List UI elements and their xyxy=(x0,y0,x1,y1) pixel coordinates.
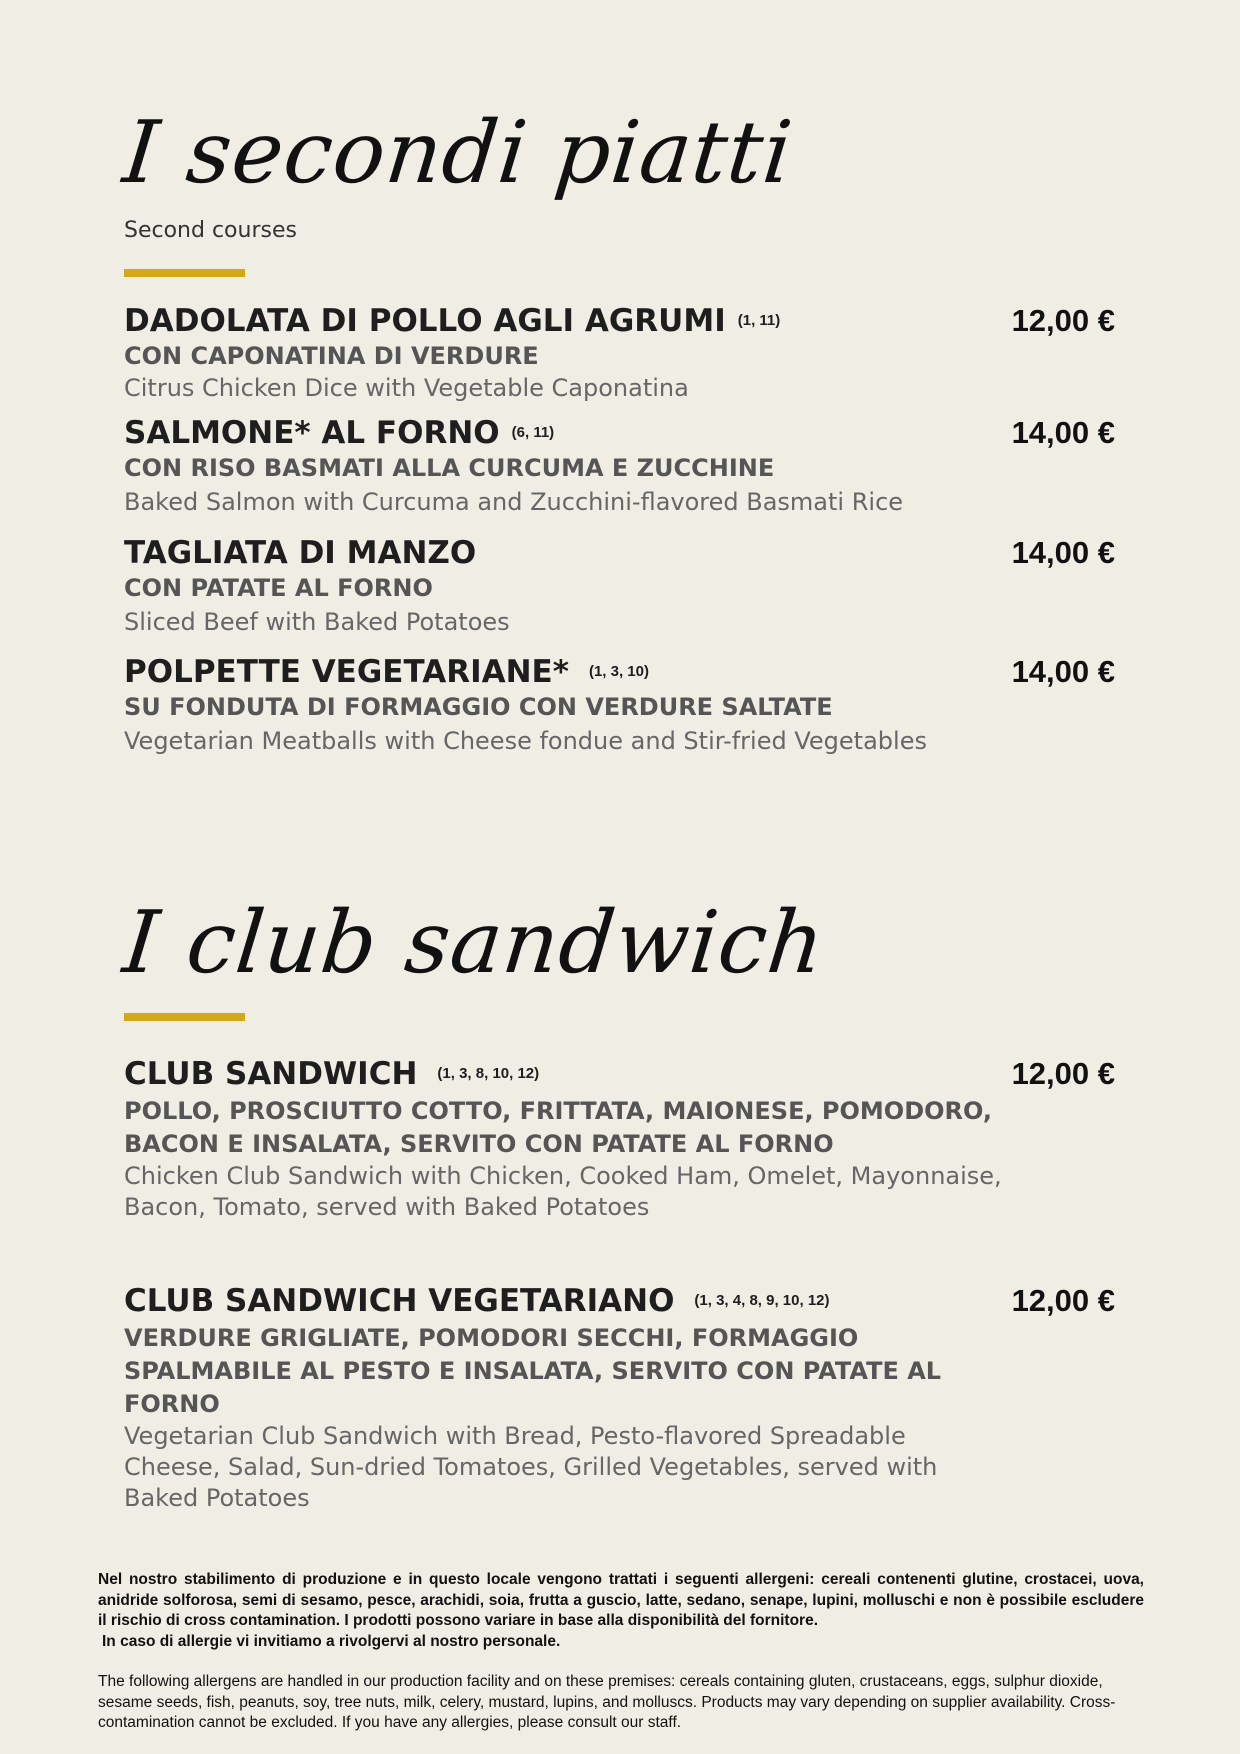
dish-price: 14,00 € xyxy=(1011,415,1115,450)
dish-description-it: POLLO, PROSCIUTTO COTTO, FRITTATA, MAIONESE, POMODORO, BACON E INSALATA, SERVITO CON PATATE AL FORNO xyxy=(124,1097,993,1158)
dish-description-en: Chicken Club Sandwich with Chicken, Cooked Ham, Omelet, Mayonnaise, Bacon, Tomato, served with Baked Potatoes xyxy=(124,1162,1002,1221)
dish-description-en: Baked Salmon with Curcuma and Zucchini-flavored Basmati Rice xyxy=(124,488,904,516)
section-title-club-sandwich: I club sandwich xyxy=(118,893,830,993)
accent-divider xyxy=(124,1013,245,1021)
accent-divider xyxy=(124,269,245,277)
dish-name-line xyxy=(124,1282,1124,1320)
dish-description-en: Vegetarian Meatballs with Cheese fondue and Stir-fried Vegetables xyxy=(124,727,927,755)
section-subtitle-secondi: Second courses xyxy=(124,218,297,243)
dish-description-it: CON CAPONATINA DI VERDURE xyxy=(124,342,539,370)
allergen-notice-it-staff: In caso di allergie vi invitiamo a rivolgervi al nostro personale. xyxy=(102,1632,561,1650)
allergen-notice-it: Nel nostro stabilimento di produzione e in questo locale vengono trattati i seguenti allergeni: cereali contenenti glutine, crostacei, uova, anidride solforosa, semi di sesamo, pesce, arachidi, soia, frutta a guscio, latte, sedano, senape, lupini, molluschi e non è possibile escludere il rischio di cross contamination. I prodotti possono variare in base alla disponibilità del fornitore. xyxy=(98,1571,1144,1629)
dish-description-en: Sliced Beef with Baked Potatoes xyxy=(124,608,510,636)
allergen-codes: (1, 3, 4, 8, 9, 10, 12) xyxy=(694,1292,830,1309)
dish-name: CLUB SANDWICH xyxy=(124,1056,418,1092)
dish-name-line xyxy=(124,1055,1124,1093)
allergen-codes: (1, 3, 8, 10, 12) xyxy=(437,1065,540,1082)
menu-item-polpette xyxy=(124,653,1124,757)
dish-price: 12,00 € xyxy=(1011,1283,1115,1318)
allergen-codes: (1, 3, 10) xyxy=(588,663,649,680)
dish-description-en: Citrus Chicken Dice with Vegetable Caponatina xyxy=(124,374,689,402)
dish-description-it: VERDURE GRIGLIATE, POMODORI SECCHI, FORMAGGIO SPALMABILE AL PESTO E INSALATA, SERVITO CON PATATE AL FORNO xyxy=(124,1324,942,1418)
dish-price: 14,00 € xyxy=(1011,654,1115,689)
dish-description-it: SU FONDUTA DI FORMAGGIO CON VERDURE SALTATE xyxy=(124,693,833,721)
allergen-notice xyxy=(98,1570,1144,1734)
dish-price: 12,00 € xyxy=(1011,303,1115,338)
dish-price: 12,00 € xyxy=(1011,1056,1115,1091)
dish-price: 14,00 € xyxy=(1011,535,1115,570)
dish-description-it: CON RISO BASMATI ALLA CURCUMA E ZUCCHINE xyxy=(124,454,775,482)
menu-item-tagliata xyxy=(124,534,1124,638)
menu-item-salmone xyxy=(124,414,1124,518)
dish-description-it: CON PATATE AL FORNO xyxy=(124,574,433,602)
menu-item-club-sandwich xyxy=(124,1055,1124,1223)
dish-name-line xyxy=(124,653,1124,691)
allergen-codes: (6, 11) xyxy=(511,424,555,441)
dish-description-en: Vegetarian Club Sandwich with Bread, Pesto-flavored Spreadable Cheese, Salad, Sun-dried Tomatoes, Grilled Vegetables, served with Baked Potatoes xyxy=(124,1422,938,1512)
dish-name: DADOLATA DI POLLO AGLI AGRUMI xyxy=(124,303,726,339)
menu-item-club-sandwich-vegetariano xyxy=(124,1282,1124,1514)
dish-name: SALMONE* AL FORNO xyxy=(124,415,500,451)
dish-name: CLUB SANDWICH VEGETARIANO xyxy=(124,1283,675,1319)
dish-name: TAGLIATA DI MANZO xyxy=(124,535,477,571)
allergen-notice-en: The following allergens are handled in our production facility and on these premises: cereals containing gluten, crustaceans, eggs, sulphur dioxide, sesame seeds, fish, peanuts, soy, tree nuts, milk, celery, mustard, lupins, and molluscs. Products may vary depending on supplier availability. Cross-contamination cannot be excluded. If you have any allergies, please consult our staff. xyxy=(98,1673,1116,1731)
dish-name-line xyxy=(124,534,1124,572)
allergen-codes: (1, 11) xyxy=(737,312,781,329)
dish-name-line xyxy=(124,414,1124,452)
dish-name: POLPETTE VEGETARIANE* xyxy=(124,654,569,690)
menu-item-dadolata xyxy=(124,302,1124,404)
dish-name-line xyxy=(124,302,1124,340)
section-title-secondi: I secondi piatti xyxy=(118,103,798,203)
